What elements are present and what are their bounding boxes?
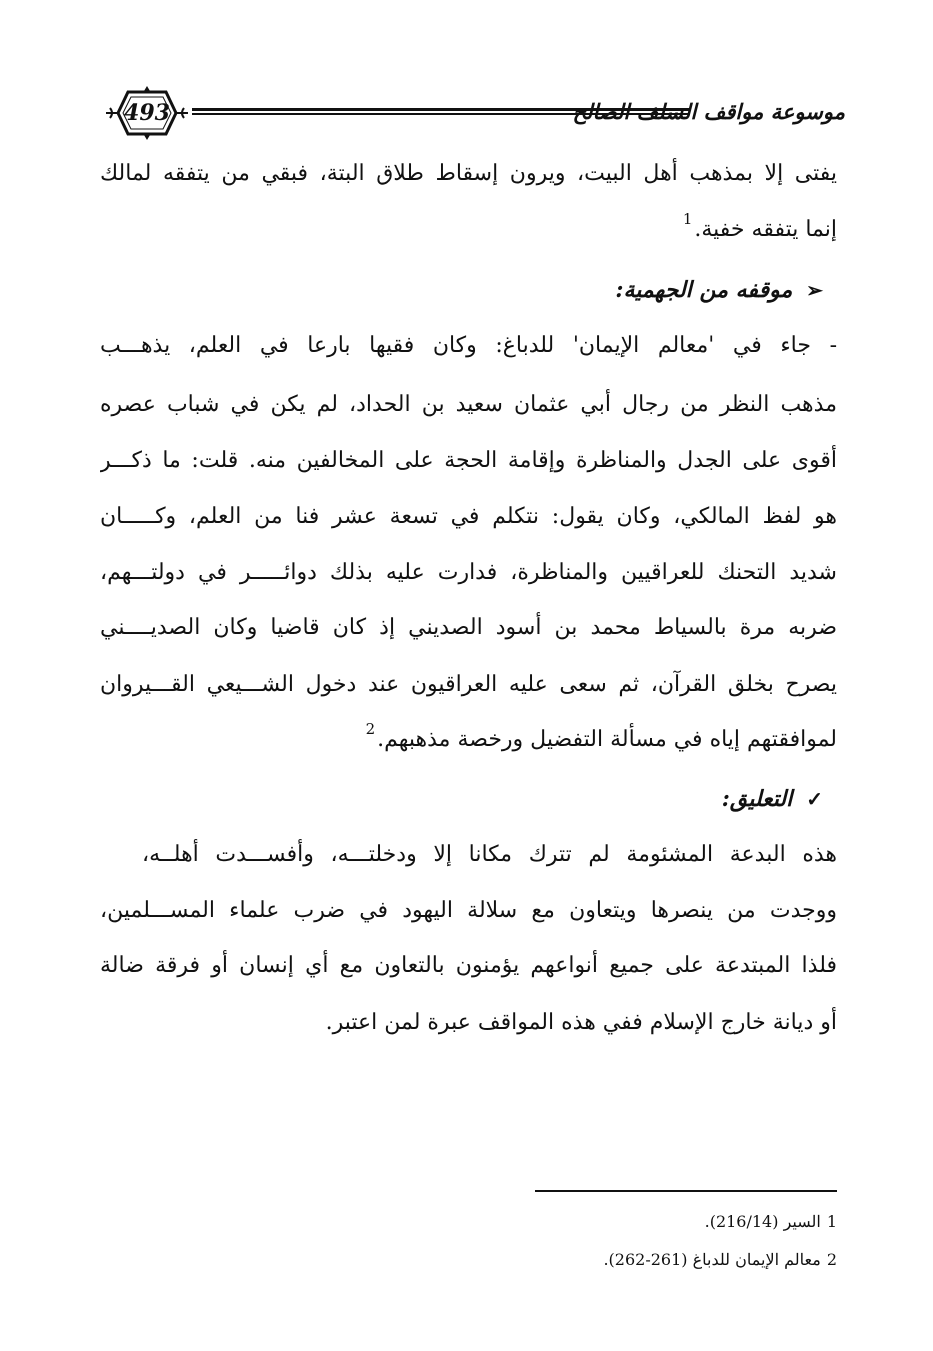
checkmark-bullet-icon: ✓ — [806, 787, 823, 811]
footnote-number: 2 — [826, 1250, 837, 1269]
section-heading-text: التعليق: — [721, 786, 793, 812]
text-line — [100, 210, 837, 250]
text-line-content: إنما يتفقه خفية. — [694, 217, 837, 242]
footnote-text: السير (216/14). — [704, 1212, 821, 1231]
text-line: يفتى إلا بمذهب أهل البيت، ويرون إسقاط طلاق البتة، فبقي من يتفقه لمالك — [100, 161, 837, 186]
arrow-bullet-icon: ➢ — [806, 278, 823, 302]
page-number: 493 — [124, 100, 170, 126]
text-line: هو لفظ المالكي، وكان يقول: نتكلم في تسعة عشر فنا من العلم، وكـــــان — [100, 504, 837, 529]
footnote — [705, 1209, 837, 1235]
text-line: أقوى على الجدل والمناظرة وإقامة الحجة على المخالفين منه. قلت: ما ذكـــر — [100, 448, 837, 473]
footnote-text: معالم الإيمان للدباغ (261-262). — [603, 1250, 821, 1269]
text-line: شديد التحنك للعراقيين والمناظرة، فدارت عليه بذلك دوائـــــر في دولتـــهم، — [100, 560, 837, 585]
page-body — [100, 0, 837, 1351]
section-heading-text: موقفه من الجهمية: — [615, 277, 793, 303]
text-line: ووجدت من ينصرها ويتعاون مع سلالة اليهود في ضرب علماء المســـلمين، — [100, 898, 837, 923]
text-line: - جاء في 'معالم الإيمان' للدباغ: وكان فقيها بارعا في العلم، يذهـــب — [100, 333, 837, 358]
section-heading — [615, 270, 823, 310]
running-title: موسوعة مواقف السلف الصالح — [572, 99, 845, 124]
text-line: أو ديانة خارج الإسلام ففي هذه المواقف عبرة لمن اعتبر. — [325, 1010, 837, 1035]
text-line-content: لموافقتهم إياه في مسألة التفضيل ورخصة مذهبهم. — [377, 727, 837, 752]
footnote-separator — [535, 1190, 837, 1192]
text-line: فلذا المبتدعة على جميع أنواعهم يؤمنون بالتعاون مع أي إنسان أو فرقة ضالة — [100, 953, 837, 978]
text-line: ضربه مرة بالسياط محمد بن أسود الصديني إذ كان قاضيا وكان الصديــــني — [100, 615, 837, 640]
text-line: مذهب النظر من رجال أبي عثمان سعيد بن الحداد، لم يكن في شباب عصره — [100, 392, 837, 417]
footnote-reference[interactable]: 1 — [682, 210, 693, 228]
text-line — [100, 720, 837, 760]
text-line: يصرح بخلق القرآن، ثم سعى عليه العراقيون عند دخول الشـــيعي القـــيروان — [100, 672, 837, 697]
footnote-reference[interactable]: 2 — [365, 720, 376, 738]
text-line: هذه البدعة المشئومة لم تترك مكانا إلا ودخلتـــه، وأفســـدت أهلــه، — [142, 842, 837, 867]
footnote — [603, 1247, 837, 1273]
footnote-number: 1 — [826, 1212, 837, 1231]
section-heading — [722, 779, 823, 819]
